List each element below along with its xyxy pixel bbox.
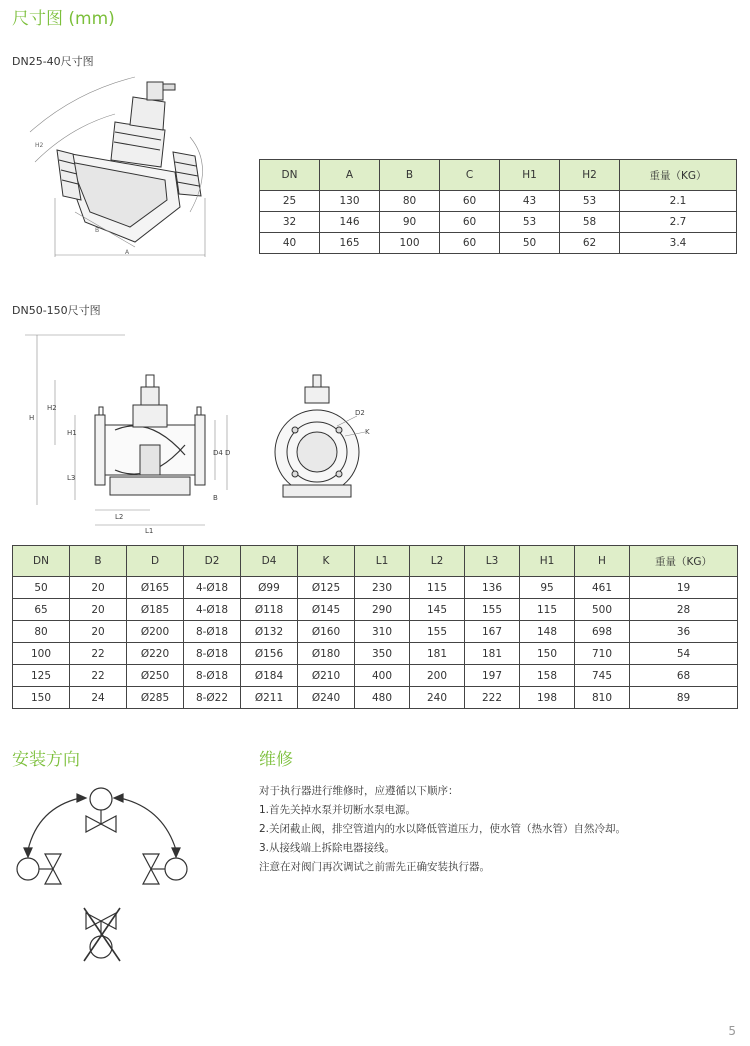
cell: 461 xyxy=(575,577,630,599)
dim-d-label: D xyxy=(225,449,231,457)
cell: 95 xyxy=(520,577,575,599)
cell: 3.4 xyxy=(620,233,737,254)
dn50-150-side-drawing xyxy=(15,325,240,535)
maintenance-line: 对于执行器进行维修时，应遵循以下顺序： xyxy=(259,785,459,797)
table-row xyxy=(13,599,738,621)
cell: 400 xyxy=(355,665,410,687)
cell: 8-Ø18 xyxy=(184,643,241,665)
arrow-head-icon xyxy=(24,848,32,857)
table-header-row xyxy=(260,160,737,191)
dim-l1-label: L1 xyxy=(145,527,154,535)
col-h1: H1 xyxy=(520,546,575,577)
col-dn: DN xyxy=(260,160,320,191)
cell: 181 xyxy=(410,643,465,665)
cell: 4-Ø18 xyxy=(184,577,241,599)
cell: 710 xyxy=(575,643,630,665)
cell: Ø165 xyxy=(127,577,184,599)
table-row xyxy=(13,665,738,687)
cell: 745 xyxy=(575,665,630,687)
cell: 50 xyxy=(500,233,560,254)
cell: 60 xyxy=(440,191,500,212)
cell: 290 xyxy=(355,599,410,621)
install-orientation-diagram xyxy=(8,778,200,970)
cell: Ø99 xyxy=(241,577,298,599)
cell: 80 xyxy=(13,621,70,643)
cell: 20 xyxy=(70,599,127,621)
cell: 8-Ø18 xyxy=(184,621,241,643)
cell: Ø220 xyxy=(127,643,184,665)
arrow-head-icon xyxy=(114,794,123,802)
cell: 100 xyxy=(380,233,440,254)
col-l1: L1 xyxy=(355,546,410,577)
dim-b-label: B xyxy=(95,227,100,234)
cell: 480 xyxy=(355,687,410,709)
cell: Ø184 xyxy=(241,665,298,687)
col-b: B xyxy=(380,160,440,191)
cell: 22 xyxy=(70,665,127,687)
cell: 197 xyxy=(465,665,520,687)
cell: 19 xyxy=(630,577,738,599)
cell: 2.1 xyxy=(620,191,737,212)
maintenance-line: 2.关闭截止阀，排空管道内的水以降低管道压力，使水管（热水管）自然冷却。 xyxy=(259,823,627,835)
cell: 24 xyxy=(70,687,127,709)
cell: 54 xyxy=(630,643,738,665)
dim-a-label: A xyxy=(125,249,130,256)
valve-upright-icon xyxy=(86,788,116,832)
dim-l3-label: L3 xyxy=(67,474,76,482)
cell: 62 xyxy=(560,233,620,254)
page-title: 尺寸图 (mm) xyxy=(12,9,115,29)
col-d2: D2 xyxy=(184,546,241,577)
cell: Ø211 xyxy=(241,687,298,709)
cell: 810 xyxy=(575,687,630,709)
dim-h-label: H xyxy=(29,414,35,422)
cell: 200 xyxy=(410,665,465,687)
cell: Ø285 xyxy=(127,687,184,709)
table-row xyxy=(260,233,737,254)
maintenance-line: 注意在对阀门再次调试之前需先正确安装执行器。 xyxy=(259,861,490,873)
cell: 148 xyxy=(520,621,575,643)
col-weight: 重量（KG） xyxy=(620,160,737,191)
cell: Ø185 xyxy=(127,599,184,621)
col-k: K xyxy=(298,546,355,577)
table-row xyxy=(260,212,737,233)
dn50-150-front-drawing xyxy=(265,370,385,510)
page-number: 5 xyxy=(728,1024,736,1038)
cell: 115 xyxy=(410,577,465,599)
cell: 155 xyxy=(465,599,520,621)
cell: 146 xyxy=(320,212,380,233)
col-h: H xyxy=(575,546,630,577)
cell: 350 xyxy=(355,643,410,665)
cell: 8-Ø22 xyxy=(184,687,241,709)
col-a: A xyxy=(320,160,380,191)
cell: 20 xyxy=(70,577,127,599)
cell: 165 xyxy=(320,233,380,254)
dim-h2-label-large: H2 xyxy=(47,404,57,412)
cell: Ø180 xyxy=(298,643,355,665)
cell: Ø250 xyxy=(127,665,184,687)
table-row xyxy=(13,577,738,599)
dim-h1-label-large: H1 xyxy=(67,429,77,437)
valve-inverted-forbidden-icon xyxy=(84,908,120,961)
cell: 90 xyxy=(380,212,440,233)
cell: 8-Ø18 xyxy=(184,665,241,687)
cell: 22 xyxy=(70,643,127,665)
cell: 130 xyxy=(320,191,380,212)
maintenance-text xyxy=(259,782,729,877)
cell: 198 xyxy=(520,687,575,709)
dim-h2-label: H2 xyxy=(35,142,44,149)
cell: 310 xyxy=(355,621,410,643)
col-h2: H2 xyxy=(560,160,620,191)
cell: Ø160 xyxy=(298,621,355,643)
dim-d2-label: D2 xyxy=(355,409,365,417)
maintenance-line: 1.首先关掉水泵并切断水泵电源。 xyxy=(259,804,417,816)
cell: 89 xyxy=(630,687,738,709)
cell: 2.7 xyxy=(620,212,737,233)
arrow-head-icon xyxy=(172,848,180,857)
dn25-40-spec-table xyxy=(259,159,737,254)
dn50-150-subtitle: DN50-150尺寸图 xyxy=(12,304,101,317)
col-l3: L3 xyxy=(465,546,520,577)
arc-right xyxy=(120,798,176,850)
maintenance-line: 3.从接线端上拆除电器接线。 xyxy=(259,842,396,854)
col-d4: D4 xyxy=(241,546,298,577)
table-row xyxy=(13,687,738,709)
arrow-head-icon xyxy=(77,794,86,802)
cell: 32 xyxy=(260,212,320,233)
cell: Ø132 xyxy=(241,621,298,643)
cell: 4-Ø18 xyxy=(184,599,241,621)
install-title: 安装方向 xyxy=(12,750,80,770)
cell: 115 xyxy=(520,599,575,621)
cell: 155 xyxy=(410,621,465,643)
col-dn: DN xyxy=(13,546,70,577)
cell: 43 xyxy=(500,191,560,212)
cell: 145 xyxy=(410,599,465,621)
cell: Ø240 xyxy=(298,687,355,709)
table-row xyxy=(13,621,738,643)
cell: 167 xyxy=(465,621,520,643)
cell: Ø125 xyxy=(298,577,355,599)
cell: 150 xyxy=(13,687,70,709)
cell: 36 xyxy=(630,621,738,643)
cell: 222 xyxy=(465,687,520,709)
cell: Ø156 xyxy=(241,643,298,665)
dim-l2-label: L2 xyxy=(115,513,124,521)
valve-left-icon xyxy=(17,854,61,884)
cell: 230 xyxy=(355,577,410,599)
col-weight: 重量（KG） xyxy=(630,546,738,577)
cell: 240 xyxy=(410,687,465,709)
cell: 53 xyxy=(500,212,560,233)
col-d: D xyxy=(127,546,184,577)
table-header-row xyxy=(13,546,738,577)
maintenance-title: 维修 xyxy=(259,750,293,770)
cell: 125 xyxy=(13,665,70,687)
cell: 58 xyxy=(560,212,620,233)
cell: 136 xyxy=(465,577,520,599)
arc-left xyxy=(28,798,80,850)
cell: 53 xyxy=(560,191,620,212)
col-h1: H1 xyxy=(500,160,560,191)
cell: 50 xyxy=(13,577,70,599)
col-b: B xyxy=(70,546,127,577)
col-l2: L2 xyxy=(410,546,465,577)
cell: 150 xyxy=(520,643,575,665)
cell: 500 xyxy=(575,599,630,621)
dim-b-label-large: B xyxy=(213,494,218,502)
dn25-40-subtitle: DN25-40尺寸图 xyxy=(12,55,94,68)
col-c: C xyxy=(440,160,500,191)
cell: 60 xyxy=(440,233,500,254)
cell: 60 xyxy=(440,212,500,233)
cell: 25 xyxy=(260,191,320,212)
cell: 80 xyxy=(380,191,440,212)
valve-right-icon xyxy=(143,854,187,884)
cell: Ø210 xyxy=(298,665,355,687)
dim-k-label: K xyxy=(365,428,370,436)
cell: Ø200 xyxy=(127,621,184,643)
dn50-150-spec-table xyxy=(12,545,738,709)
cell: Ø145 xyxy=(298,599,355,621)
dim-d4-label: D4 xyxy=(213,449,223,457)
cell: 698 xyxy=(575,621,630,643)
cell: 40 xyxy=(260,233,320,254)
cell: 68 xyxy=(630,665,738,687)
dn25-40-valve-drawing xyxy=(15,72,235,267)
table-row xyxy=(260,191,737,212)
cell: Ø118 xyxy=(241,599,298,621)
table-row xyxy=(13,643,738,665)
cell: 28 xyxy=(630,599,738,621)
cell: 181 xyxy=(465,643,520,665)
cell: 20 xyxy=(70,621,127,643)
cell: 100 xyxy=(13,643,70,665)
cell: 65 xyxy=(13,599,70,621)
cell: 158 xyxy=(520,665,575,687)
